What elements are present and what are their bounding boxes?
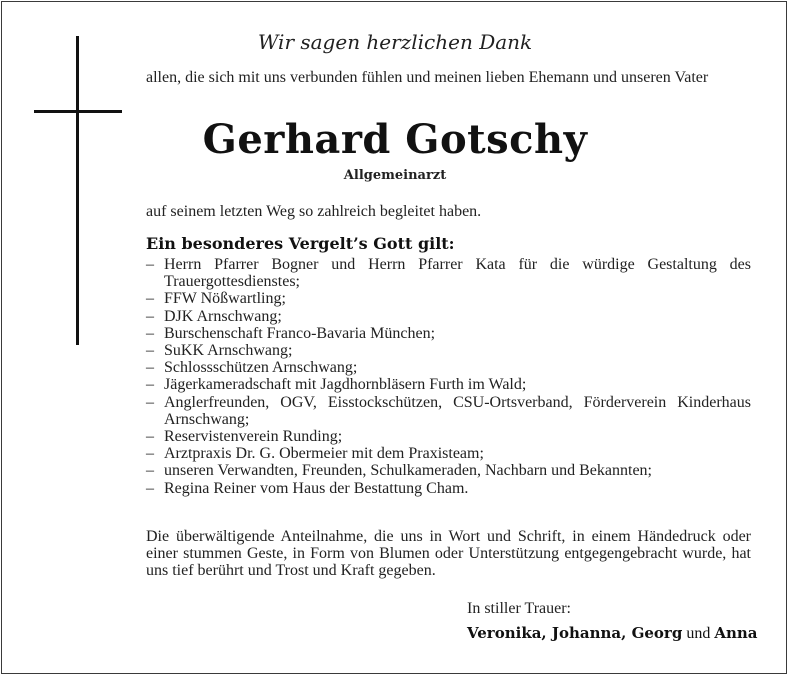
list-item: – Burschenschaft Franco-Bavaria München; xyxy=(146,325,751,342)
cross-icon xyxy=(76,36,79,345)
thanks-list xyxy=(146,256,751,497)
signature-names: Veronika, Johanna, Georg xyxy=(467,624,683,642)
accompaniment-text: auf seinem letzten Weg so zahlreich begleitet haben. xyxy=(146,203,482,220)
list-item: – SuKK Arnschwang; xyxy=(146,342,751,359)
list-item: – Anglerfreunden, OGV, Eisstockschützen, CSU-Ortsverband, Förderverein Kinderhaus Arnschwang; xyxy=(146,394,751,428)
intro-text: allen, die sich mit uns verbunden fühlen und meinen lieben Ehemann und unseren Vater xyxy=(146,69,709,86)
list-item: – unseren Verwandten, Freunden, Schulkameraden, Nachbarn und Bekannten; xyxy=(146,462,751,479)
notice-heading: Wir sagen herzlichen Dank xyxy=(257,30,533,54)
list-item: – Arztpraxis Dr. G. Obermeier mit dem Praxisteam; xyxy=(146,445,751,462)
deceased-title: Allgemeinarzt xyxy=(343,168,447,183)
thanks-heading: Ein besonderes Vergelt’s Gott gilt: xyxy=(146,234,455,253)
signature-last-name: Anna xyxy=(714,624,758,642)
signature xyxy=(467,624,758,643)
gratitude-paragraph: Die überwältigende Anteilnahme, die uns in Wort und Schrift, in einem Händedruck oder einer stummen Geste, in Form von Blumen oder Unterstützung entgegengebracht wurde, hat uns tief berührt und Trost und Kraft gegeben. xyxy=(146,528,751,579)
list-item: – Schlossschützen Arnschwang; xyxy=(146,359,751,376)
list-item: – DJK Arnschwang; xyxy=(146,308,751,325)
signature-joiner: und xyxy=(682,625,715,642)
closing-line: In stiller Trauer: xyxy=(467,600,571,617)
list-item: – Herrn Pfarrer Bogner und Herrn Pfarrer Kata für die würdige Gestaltung des Trauergottesdienstes; xyxy=(146,256,751,290)
cross-icon-bar xyxy=(34,110,122,113)
list-item: – Regina Reiner vom Haus der Bestattung Cham. xyxy=(146,480,751,497)
list-item: – Jägerkameradschaft mit Jagdhornbläsern Furth im Wald; xyxy=(146,376,751,393)
list-item: – FFW Nößwartling; xyxy=(146,290,751,307)
deceased-name: Gerhard Gotschy xyxy=(202,116,588,163)
list-item: – Reservistenverein Runding; xyxy=(146,428,751,445)
